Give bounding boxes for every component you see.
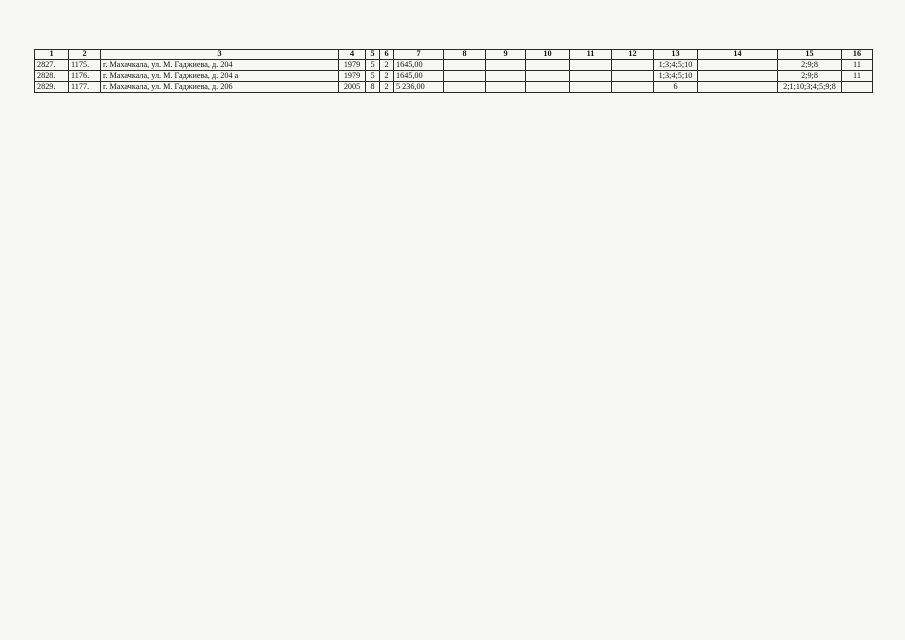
- table-row: [35, 71, 873, 82]
- table-cell: [570, 82, 612, 93]
- table-cell: 2;9;8: [778, 60, 842, 71]
- table-cell: [698, 71, 778, 82]
- table-cell: 1177.: [69, 82, 101, 93]
- table-cell: 2;9;8: [778, 71, 842, 82]
- table-cell: 2: [380, 82, 394, 93]
- table-cell: г. Махачкала, ул. М. Гаджиева, д. 204 а: [101, 71, 339, 82]
- table-cell: 8: [366, 82, 380, 93]
- table-cell: [486, 60, 526, 71]
- header-row: [35, 50, 873, 60]
- table-cell: [612, 60, 654, 71]
- table-cell: [612, 71, 654, 82]
- col-header: 12: [612, 50, 654, 60]
- col-header: 10: [526, 50, 570, 60]
- table-cell: [698, 82, 778, 93]
- table-cell: 1176.: [69, 71, 101, 82]
- table-cell: [698, 60, 778, 71]
- table-cell: 11: [842, 71, 873, 82]
- table-cell: 5: [366, 60, 380, 71]
- table-cell: 1;3;4;5;10: [654, 71, 698, 82]
- col-header: 14: [698, 50, 778, 60]
- table-cell: 1645,00: [394, 71, 444, 82]
- table-cell: 2829.: [35, 82, 69, 93]
- col-header: 7: [394, 50, 444, 60]
- table-cell: [526, 71, 570, 82]
- table-cell: [444, 82, 486, 93]
- table-cell: 2005: [339, 82, 366, 93]
- table-cell: 1175.: [69, 60, 101, 71]
- table-cell: г. Махачкала, ул. М. Гаджиева, д. 206: [101, 82, 339, 93]
- table-cell: 2: [380, 60, 394, 71]
- table-body: [35, 60, 873, 93]
- table-cell: 5: [366, 71, 380, 82]
- col-header: 9: [486, 50, 526, 60]
- table-cell: [526, 60, 570, 71]
- table-cell: [444, 71, 486, 82]
- col-header: 16: [842, 50, 873, 60]
- table-cell: 6: [654, 82, 698, 93]
- col-header: 6: [380, 50, 394, 60]
- table-cell: [486, 82, 526, 93]
- table-cell: [570, 71, 612, 82]
- table-cell: 2827.: [35, 60, 69, 71]
- table-cell: 2: [380, 71, 394, 82]
- table-row: [35, 82, 873, 93]
- col-header: 3: [101, 50, 339, 60]
- col-header: 1: [35, 50, 69, 60]
- table-cell: 1979: [339, 71, 366, 82]
- table-cell: [570, 60, 612, 71]
- table-cell: 2828.: [35, 71, 69, 82]
- table-cell: 1979: [339, 60, 366, 71]
- col-header: 5: [366, 50, 380, 60]
- col-header: 11: [570, 50, 612, 60]
- col-header: 8: [444, 50, 486, 60]
- table-cell: 11: [842, 60, 873, 71]
- table-cell: [526, 82, 570, 93]
- table-cell: [486, 71, 526, 82]
- col-header: 2: [69, 50, 101, 60]
- table-cell: г. Махачкала, ул. М. Гаджиева, д. 204: [101, 60, 339, 71]
- table-cell: 1;3;4;5;10: [654, 60, 698, 71]
- col-header: 4: [339, 50, 366, 60]
- col-header: 13: [654, 50, 698, 60]
- housing-register-table: [34, 49, 873, 93]
- col-header: 15: [778, 50, 842, 60]
- table-cell: 5 236,00: [394, 82, 444, 93]
- table-cell: [444, 60, 486, 71]
- table-cell: 2;1;10;3;4;5;9;8: [778, 82, 842, 93]
- table-cell: [612, 82, 654, 93]
- table-row: [35, 60, 873, 71]
- table-cell: 1645,00: [394, 60, 444, 71]
- table-cell: [842, 82, 873, 93]
